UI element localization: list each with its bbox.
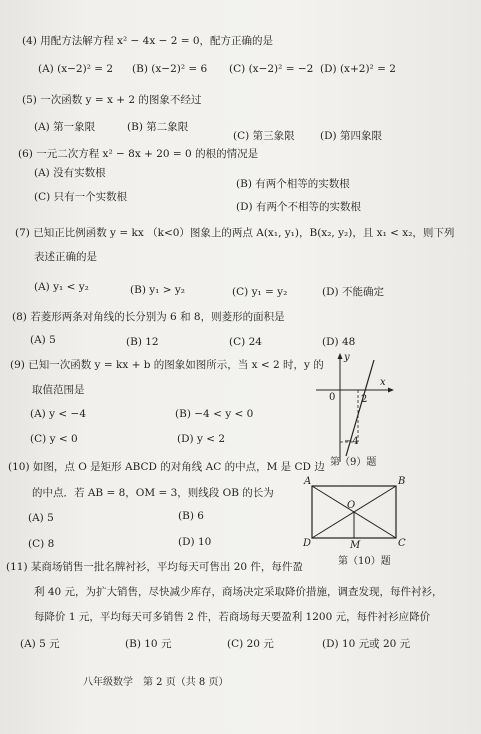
q9-stem-line2: 取值范围是 (32, 384, 85, 396)
q10-figure (300, 474, 412, 570)
q6-option-a: (A) 没有实数根 (34, 167, 106, 179)
q10-option-c: (C) 8 (28, 538, 55, 550)
q6-option-b: (B) 有两个相等的实数根 (236, 178, 350, 190)
q4-option-d: (D) (x+2)² = 2 (320, 63, 396, 75)
q7-stem-line2: 表述正确的是 (34, 251, 97, 263)
q8-option-b: (B) 12 (126, 336, 159, 348)
q8-option-c: (C) 24 (229, 336, 262, 348)
x-axis-arrow-icon (388, 388, 394, 393)
q10-option-a: (A) 5 (28, 512, 54, 524)
q11-line3: 每降价 1 元，平均每天可多销售 2 件，若商场每天要盈利 1200 元，每件衬衫应降价 (34, 611, 431, 623)
q10-label-m: M (350, 540, 361, 551)
q11-line1: (11) 某商场销售一批名牌衬衫，平均每天可售出 20 件，每件盈 (6, 561, 303, 573)
page-footer: 八年级数学 第 2 页（共 8 页） (83, 677, 229, 688)
q10-stem-line2: 的中点．若 AB = 8，OM = 3，则线段 OB 的长为 (32, 487, 274, 499)
q9-origin-label: 0 (329, 392, 336, 403)
q7-option-a: (A) y₁ < y₂ (34, 281, 89, 293)
q9-x-axis-label: x (380, 377, 386, 388)
q9-y-tick-label: −4 (344, 436, 359, 447)
q5-option-a: (A) 第一象限 (34, 121, 96, 133)
q7-option-b: (B) y₁ > y₂ (130, 284, 186, 296)
q10-label-c: C (398, 538, 406, 549)
q9-option-d: (D) y < 2 (177, 433, 226, 445)
q11-option-a: (A) 5 元 (20, 638, 60, 650)
q5-option-c: (C) 第三象限 (233, 130, 295, 142)
q7-option-c: (C) y₁ = y₂ (232, 286, 288, 298)
q9-option-b: (B) −4 < y < 0 (175, 408, 254, 420)
q4-option-a: (A) (x−2)² = 2 (38, 63, 114, 75)
q9-y-axis-label: y (344, 352, 350, 363)
q6-stem: (6) 一元二次方程 x² − 8x + 20 = 0 的根的情况是 (18, 148, 259, 160)
q9-x-tick-label: 2 (361, 394, 368, 405)
q6-option-c: (C) 只有一个实数根 (34, 191, 128, 203)
q10-option-d: (D) 10 (178, 536, 212, 548)
q10-stem-line1: (10) 如图，点 O 是矩形 ABCD 的对角线 AC 的中点，M 是 CD 边 (8, 461, 325, 473)
q11-line2: 利 40 元，为扩大销售，尽快减少库存，商场决定采取降价措施，调查发现，每件衬衫， (34, 586, 443, 598)
q9-option-c: (C) y < 0 (30, 433, 78, 445)
q5-stem: (5) 一次函数 y = x + 2 的图象不经过 (22, 94, 202, 106)
q8-option-d: (D) 48 (322, 336, 356, 348)
q11-option-c: (C) 20 元 (227, 638, 274, 650)
q5-option-b: (B) 第二象限 (127, 121, 189, 133)
q9-figure (306, 352, 396, 470)
q10-label-b: B (398, 476, 406, 487)
q10-figure-caption: 第（10）题 (338, 556, 391, 567)
q6-option-d: (D) 有两个不相等的实数根 (236, 201, 361, 213)
q10-option-b: (B) 6 (178, 510, 204, 522)
q4-stem: (4) 用配方法解方程 x² − 4x − 2 = 0，配方正确的是 (22, 35, 274, 47)
q10-label-a: A (304, 476, 312, 487)
q11-option-d: (D) 10 元或 20 元 (322, 638, 411, 650)
q9-stem-line1: (9) 已知一次函数 y = kx + b 的图象如图所示，当 x < 2 时，y 的 (10, 359, 324, 371)
q11-option-b: (B) 10 元 (125, 638, 172, 650)
q9-option-a: (A) y < −4 (30, 408, 86, 420)
q7-option-d: (D) 不能确定 (322, 286, 384, 298)
q5-option-d: (D) 第四象限 (320, 130, 382, 142)
q8-option-a: (A) 5 (30, 334, 56, 346)
q8-stem: (8) 若菱形两条对角线的长分别为 6 和 8，则菱形的面积是 (12, 311, 285, 323)
q7-stem-line1: (7) 已知正比例函数 y = kx （k<0）图象上的两点 A(x₁, y₁)，B(x₂, y₂)，且 x₁ < x₂，则下列 (15, 227, 455, 239)
y-axis-arrow-icon (338, 353, 343, 359)
q4-option-b: (B) (x−2)² = 6 (132, 63, 208, 75)
q9-figure-caption: 第（9）题 (330, 457, 377, 468)
q4-option-c: (C) (x−2)² = −2 (229, 63, 314, 75)
q10-label-d: D (303, 538, 312, 549)
q10-label-o: O (347, 500, 356, 511)
